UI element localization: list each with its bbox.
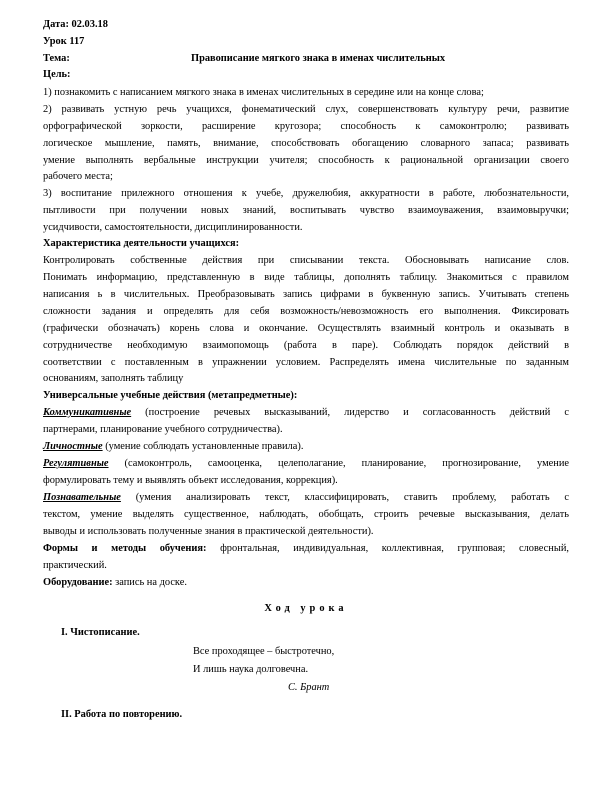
forms-line-2: практический.: [43, 560, 107, 571]
topic-row: [43, 52, 569, 65]
lesson-date: Дата: 02.03.18: [43, 19, 108, 30]
forms-text: фронтальная, индивидуальная, коллективная, групповая; словесный,: [206, 543, 569, 554]
uud-personal-text: (умение соблюдать установленные правила).: [102, 441, 304, 452]
uud-communicative-line-1: [43, 406, 569, 419]
goal-1: 1) познакомить с написанием мягкого знака в именах числительных в середине или на конце слова;: [43, 87, 484, 98]
goal-3-line-2: пытливости при получении новых знаний, воспитывать чувство взаимоуважения, взаимовыручки;: [43, 205, 569, 216]
goal-3-line-1: 3) воспитание прилежного отношения к учебе, дружелюбия, аккуратности в работе, любознательности,: [43, 188, 569, 199]
uud-cognitive-line-3: выводы и использовать полученные знания в практической деятельности).: [43, 526, 374, 537]
lesson-course-heading: Ход урока: [264, 603, 348, 614]
characteristic-line-6: сотрудничестве необходимую взаимопомощь (работа в паре). Соблюдать порядок действий в: [43, 340, 569, 351]
uud-personal-term: Личностные: [43, 441, 103, 452]
characteristic-line-2: Понимать информацию, представленную в виде таблицы, дополнять таблицу. Знакомиться с правилом: [43, 272, 569, 283]
uud-cognitive-text: (умения анализировать текст, классифицировать, ставить проблему, работать с: [120, 492, 569, 503]
equipment-label: Оборудование:: [43, 577, 113, 588]
uud-communicative-text: (построение речевых высказываний, лидерство и согласованность действий с: [131, 407, 569, 418]
section-review: II. Работа по повторению.: [61, 709, 183, 720]
topic-title: Правописание мягкого знака в именах числительных: [191, 53, 446, 64]
section-calligraphy: I. Чистописание.: [61, 627, 140, 638]
characteristic-line-8: основаниям, заполнять таблицу: [43, 373, 184, 384]
topic-label: Тема:: [43, 53, 70, 64]
uud-regulatory-line-1: [43, 457, 569, 470]
goal-2-line-2: орфографической зоркости, расширение кругозора; способность к самоконтролю; развивать: [43, 121, 569, 132]
uud-cognitive-term: Познавательные: [43, 492, 121, 503]
characteristic-line-3: написания ь в числительных. Преобразовывать запись цифрами в буквенную запись. Учитывать степень: [43, 289, 569, 300]
uud-regulatory-text: (самоконтроль, самооценка, целеполагание, планирование, прогнозирование, умение: [108, 458, 569, 469]
uud-communicative-line-2: партнерами, планирование учебного сотрудничества).: [43, 424, 283, 435]
goals-label: Цель:: [43, 69, 71, 80]
goal-2-line-5: рабочего места;: [43, 171, 113, 182]
goal-2-line-1: 2) развивать устную речь учащихся, фонематический слух, совершенствовать культуру речи, развитие: [43, 104, 569, 115]
forms-label: Формы и методы обучения:: [43, 543, 207, 554]
goal-2-line-3: логическое мышление, память, внимание, способствовать обогащению словарного запаса; развивать: [43, 138, 569, 149]
uud-regulatory-term: Регулятивные: [43, 458, 109, 469]
lesson-number: Урок 117: [43, 36, 85, 47]
uud-label: Универсальные учебные действия (метапредметные):: [43, 390, 298, 401]
quote-line-2: И лишь наука долговечна.: [193, 664, 309, 675]
characteristic-line-4: сложности задания и определять для себя возможность/невозможность его выполнения. Фиксировать: [43, 306, 569, 317]
characteristic-line-7: соответствии с поставленным в упражнении условием. Распределять имена числительные по заданным: [43, 357, 569, 368]
characteristic-line-1: Контролировать собственные действия при списывании текста. Обосновывать написание слов.: [43, 255, 569, 266]
uud-cognitive-line-2: текстом, умение выделять существенное, наблюдать, обобщать, строить речевые высказывания, делать: [43, 509, 569, 520]
goal-2-line-4: умение выполнять вербальные инструкции учителя; способность к рациональной организации своего: [43, 155, 569, 166]
characteristic-line-5: (графически обозначать) корень слова и окончание. Осуществлять взаимный контроль и оказывать в: [43, 323, 569, 334]
uud-communicative-term: Коммуникативные: [43, 407, 132, 418]
uud-personal-line: [43, 440, 303, 453]
uud-cognitive-line-1: [43, 491, 569, 504]
quote-author: С. Брант: [288, 682, 330, 693]
quote-line-1: Все проходящее – быстротечно,: [193, 646, 335, 657]
equipment-line: [43, 576, 187, 589]
goal-3-line-3: усидчивости, самостоятельности, дисциплинированности.: [43, 222, 303, 233]
uud-regulatory-line-2: формулировать тему и выявлять объект исследования, коррекция).: [43, 475, 338, 486]
forms-line-1: [43, 542, 569, 555]
equipment-text: запись на доске.: [112, 577, 187, 588]
characteristic-label: Характеристика деятельности учащихся:: [43, 238, 240, 249]
